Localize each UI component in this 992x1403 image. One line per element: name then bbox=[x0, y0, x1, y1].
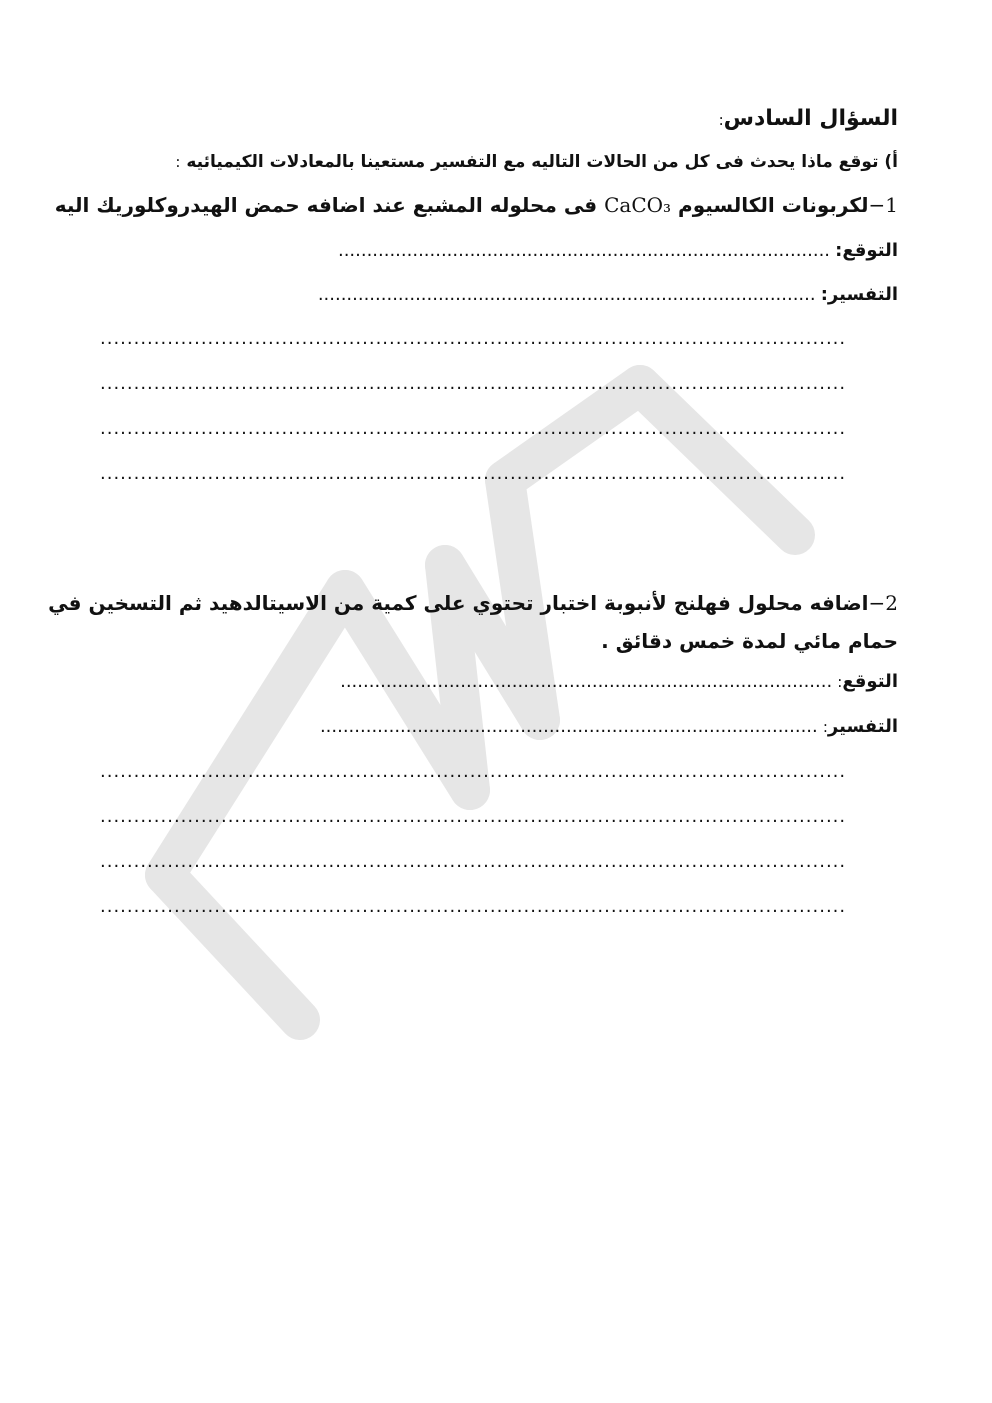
answer-line[interactable]: ............................................................................................................... bbox=[100, 896, 847, 917]
instruction-text: توقع ماذا يحدث فى كل من الحالات التاليه مع التفسير مستعينا بالمعادلات الكيميائيه bbox=[186, 152, 879, 172]
question-2-dash: − bbox=[868, 591, 886, 615]
question-1-explanation-row: التفسير: ....................................................................................... bbox=[317, 284, 898, 305]
explanation-answer-line[interactable]: ....................................................................................... bbox=[319, 716, 818, 737]
question-1 bbox=[55, 193, 898, 217]
answer-line[interactable]: ............................................................................................................... bbox=[100, 851, 847, 872]
explanation-label: التفسير bbox=[827, 716, 898, 737]
instruction bbox=[175, 152, 898, 172]
question-2-text-line1: اضافه محلول فهلنج لأنبوبة اختبار تحتوي على كمية من الاسيتالدهيد ثم التسخين في bbox=[48, 591, 869, 615]
answer-line[interactable]: ............................................................................................................... bbox=[100, 373, 847, 394]
title-text: السؤال السادس bbox=[723, 106, 898, 131]
title-colon: : bbox=[718, 111, 724, 129]
answer-line[interactable]: ............................................................................................................... bbox=[100, 463, 847, 484]
explanation-label: التفسير bbox=[827, 284, 898, 305]
question-1-dash: − bbox=[868, 193, 886, 217]
question-2-continued bbox=[601, 629, 898, 653]
instruction-marker: أ) bbox=[884, 152, 898, 172]
question-2-number: 2 bbox=[885, 591, 898, 615]
question-2-text-line2: حمام مائي لمدة خمس دقائق . bbox=[601, 629, 898, 653]
question-1-prediction-row: التوقع: ...................................................................................... bbox=[337, 240, 898, 261]
question-1-number: 1 bbox=[885, 193, 898, 217]
answer-line[interactable]: ............................................................................................................... bbox=[100, 418, 847, 439]
page-title bbox=[719, 106, 898, 131]
answer-line[interactable]: ............................................................................................................... bbox=[100, 761, 847, 782]
prediction-label: التوقع bbox=[842, 240, 898, 261]
instruction-colon: : bbox=[175, 153, 181, 171]
question-2-explanation-row: التفسير: ....................................................................................... bbox=[319, 716, 898, 737]
question-1-formula: CaCO₃ bbox=[604, 193, 672, 217]
explanation-answer-line[interactable]: ....................................................................................... bbox=[317, 284, 816, 305]
answer-line[interactable]: ............................................................................................................... bbox=[100, 328, 847, 349]
prediction-answer-line[interactable]: ...................................................................................... bbox=[337, 240, 831, 261]
question-2-prediction-row: التوقع: ...................................................................................... bbox=[340, 671, 898, 692]
question-1-text-after: فى محلوله المشبع عند اضافه حمض الهيدروكلوريك اليه bbox=[54, 193, 598, 217]
prediction-answer-line[interactable]: ...................................................................................... bbox=[340, 671, 833, 692]
question-1-text-before: لكربونات الكالسيوم bbox=[678, 193, 869, 217]
answer-line[interactable]: ............................................................................................................... bbox=[100, 806, 847, 827]
question-2 bbox=[48, 591, 898, 615]
prediction-label: التوقع bbox=[842, 671, 898, 692]
